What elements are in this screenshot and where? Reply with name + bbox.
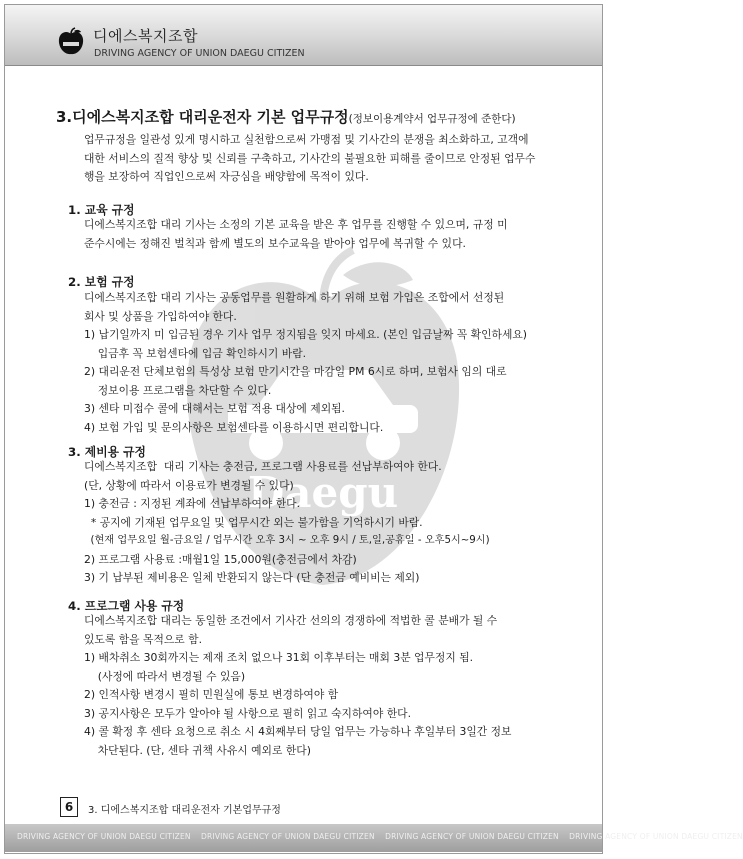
section-line: * 공지에 기재된 업무요일 및 업무시간 외는 불가함을 기억하시기 바람. xyxy=(84,515,423,529)
watermark-text: Daegu xyxy=(247,468,399,517)
section-title-program: 4. 프로그램 사용 규정 xyxy=(68,599,185,613)
section-line: 3) 공지사항은 모두가 알아야 될 사항으로 필히 읽고 숙지하여야 한다. xyxy=(84,706,412,720)
section-line: 디에스복지조합 대리는 동일한 조건에서 기사간 선의의 경쟁하에 적법한 콜 분배가 될 수 xyxy=(84,614,498,627)
footer-strip xyxy=(5,824,743,852)
section-line: 1) 충전금 : 지정된 계좌에 선납부하여야 한다. xyxy=(84,497,301,510)
header-title: 디에스복지조합 xyxy=(93,27,198,45)
section-body-education xyxy=(84,216,508,253)
section-body-program xyxy=(84,612,511,760)
main-title xyxy=(56,106,516,127)
intro-paragraph xyxy=(84,131,535,187)
section-line: 디에스복지조합 대리 기사는 충전금, 프로그램 사용료를 선납부하여야 한다. xyxy=(84,460,442,473)
section-line: 디에스복지조합 대리 기사는 공동업무를 원활하게 하기 위해 보험 가입은 조합에서 선정된 xyxy=(84,291,505,304)
intro-line: 업무규정을 일관성 있게 명시하고 실천함으로써 가맹점 및 기사간의 분쟁을 최소화하고, 고객에 xyxy=(84,133,529,146)
section-title-insurance: 2. 보험 규정 xyxy=(68,275,135,289)
section-line: 입금후 꼭 보험센타에 입금 확인하시기 바람. xyxy=(84,346,307,360)
section-line: 있도록 함을 목적으로 함. xyxy=(84,632,203,646)
section-line: 2) 인적사항 변경시 필히 민원실에 통보 변경하여야 함 xyxy=(84,688,339,701)
section-line: 4) 콜 확정 후 센타 요청으로 취소 시 4회째부터 당일 업무는 가능하나 후일부터 3일간 정보 xyxy=(84,725,512,738)
section-title-education: 1. 교육 규정 xyxy=(68,203,135,217)
section-line: 준수시에는 정해진 벌칙과 함께 별도의 보수교육을 받아야 업무에 복귀할 수 있다. xyxy=(84,236,466,250)
main-title-text: 3.디에스복지조합 대리운전자 기본 업무규정 xyxy=(56,108,349,126)
section-line: 디에스복지조합 대리 기사는 소정의 기본 교육을 받은 후 업무를 진행할 수 있으며, 규정 미 xyxy=(84,218,508,231)
section-line: 1) 배차취소 30회까지는 제재 조치 없으나 31회 이후부터는 매회 3분 업무정지 됨. xyxy=(84,651,474,664)
section-line: 1) 납기일까지 미 입금된 경우 기사 업무 정지됨을 잊지 마세요. (본인 입금날짜 꼭 확인하세요) xyxy=(84,328,528,341)
section-line: 2) 프로그램 사용료 :매월1일 15,000원(충전금에서 차감) xyxy=(84,552,357,566)
section-title-fees: 3. 제비용 규정 xyxy=(68,445,146,459)
section-line: (현재 업무요일 월-금요일 / 업무시간 오후 3시 ~ 오후 9시 / 토,일,공휴일 - 오후5시~9시) xyxy=(84,535,490,546)
section-line: 회사 및 상품을 가입하여야 한다. xyxy=(84,309,237,323)
section-line: 4) 보험 가입 및 문의사항은 보험센타를 이용하시면 편리합니다. xyxy=(84,420,384,434)
footer-section-label: 3. 디에스복지조합 대리운전자 기본업무규정 xyxy=(88,805,281,816)
page-number: 6 xyxy=(60,797,78,817)
section-body-fees xyxy=(84,458,490,588)
section-line: 3) 기 납부된 제비용은 일체 반환되지 않는다 (단 충전금 예비비는 제외) xyxy=(84,571,420,584)
section-line: (단, 상황에 따라서 이용료가 변경될 수 있다) xyxy=(84,478,294,492)
section-line: 3) 센타 미접수 콜에 대해서는 보험 적용 대상에 제외됨. xyxy=(84,402,345,415)
intro-line: 대한 서비스의 질적 향상 및 신뢰를 구축하고, 기사간의 불필요한 피해를 줄이므로 안정된 업무수 xyxy=(84,151,536,165)
footer-strip-text: DRIVING AGENCY OF UNION DAEGU CITIZEN DRIVING AGENCY OF UNION DAEGU CITIZEN DRIVING AGENCY OF UNION DAEGU CITIZEN DRIVING AGENCY OF UNION DAEGU CITIZEN xyxy=(17,832,743,841)
section-body-insurance xyxy=(84,289,527,437)
intro-line: 행을 보장하여 직업인으로써 자긍심을 배양함에 목적이 있다. xyxy=(84,170,369,183)
header-subtitle: DRIVING AGENCY OF UNION DAEGU CITIZEN xyxy=(94,48,305,59)
section-line: (사정에 따라서 변경될 수 있음) xyxy=(84,669,246,683)
section-line: 차단된다. (단, 센타 귀책 사유시 예외로 한다) xyxy=(84,743,311,757)
section-line: 정보이용 프로그램을 차단할 수 있다. xyxy=(84,383,272,397)
section-line: 2) 대리운전 단체보험의 특성상 보험 만기시간을 마감일 PM 6시로 하며, 보험사 임의 대로 xyxy=(84,365,507,378)
main-title-note: (정보이용계약서 업무규정에 준한다) xyxy=(348,113,516,125)
